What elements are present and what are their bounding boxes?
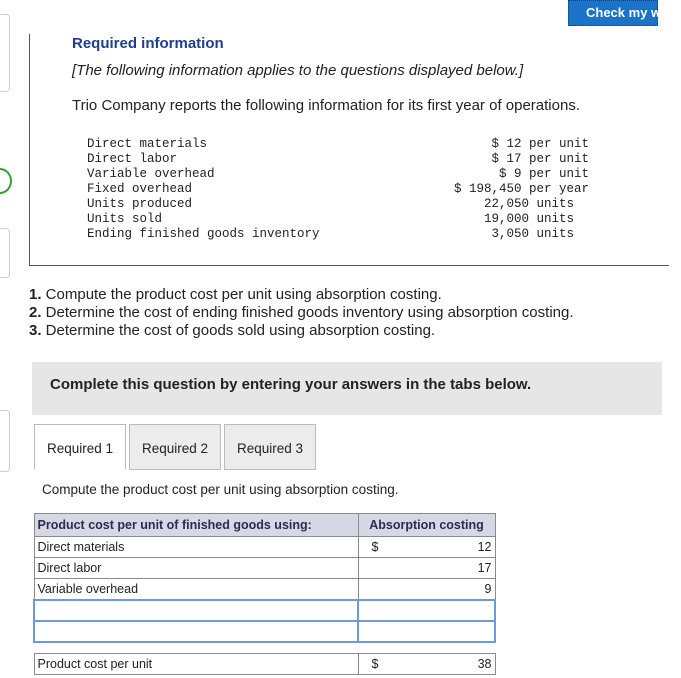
data-row: Units produced 22,050 units xyxy=(87,197,589,211)
answer-table xyxy=(33,513,496,675)
table-spacer xyxy=(34,642,495,654)
table-row xyxy=(34,600,495,621)
table-row xyxy=(34,537,495,558)
total-label: Product cost per unit xyxy=(34,654,358,675)
table-row xyxy=(34,579,495,600)
row-label-input[interactable]: Direct materials xyxy=(34,537,358,558)
data-row: Units sold 19,000 units xyxy=(87,212,589,226)
row-value-input[interactable]: $ 12 xyxy=(358,537,495,558)
data-row: Direct materials $ 12 per unit xyxy=(87,137,589,151)
tab-required-2[interactable]: Required 2 xyxy=(129,424,221,470)
data-row: Variable overhead $ 9 per unit xyxy=(87,167,589,181)
rail-tab[interactable] xyxy=(0,228,10,278)
row-label-input[interactable] xyxy=(34,621,358,642)
table-row xyxy=(34,621,495,642)
row-value-input[interactable] xyxy=(358,621,495,642)
company-data-table xyxy=(87,137,589,242)
row-value-input[interactable]: 9 xyxy=(358,579,495,600)
tab-required-1[interactable]: Required 1 xyxy=(34,424,126,470)
row-label-input[interactable]: Direct labor xyxy=(34,558,358,579)
total-row xyxy=(34,654,495,675)
tab-instruction: Compute the product cost per unit using absorption costing. xyxy=(42,482,399,497)
row-label-input[interactable]: Variable overhead xyxy=(34,579,358,600)
row-label-input[interactable] xyxy=(34,600,358,621)
table-header: Product cost per unit of finished goods using: Absorption costing xyxy=(34,514,495,537)
row-value-input[interactable] xyxy=(358,600,495,621)
data-row: Fixed overhead $ 198,450 per year xyxy=(87,182,589,196)
question-list xyxy=(29,286,574,340)
instruction-banner: Complete this question by entering your answers in the tabs below. xyxy=(32,362,662,415)
required-info-title: Required information xyxy=(72,35,224,52)
data-row: Direct labor $ 17 per unit xyxy=(87,152,589,166)
data-row: Ending finished goods inventory 3,050 units xyxy=(87,227,589,241)
rail-tab[interactable] xyxy=(0,410,10,472)
total-value: $ 38 xyxy=(358,654,495,675)
row-value-input[interactable]: 17 xyxy=(358,558,495,579)
left-rail xyxy=(0,0,10,678)
intro-text: Trio Company reports the following information for its first year of operations. xyxy=(72,97,580,114)
check-my-work-button[interactable]: Check my work xyxy=(568,0,658,26)
table-row xyxy=(34,558,495,579)
tab-required-3[interactable]: Required 3 xyxy=(224,424,316,470)
rail-tab[interactable] xyxy=(0,14,10,92)
required-info-subtitle: [The following information applies to the questions displayed below.] xyxy=(72,62,524,79)
question-item: 1. Compute the product cost per unit using absorption costing. xyxy=(29,286,442,303)
question-item: 3. Determine the cost of goods sold using absorption costing. xyxy=(29,322,436,339)
progress-circle-icon xyxy=(0,168,12,194)
question-item: 2. Determine the cost of ending finished goods inventory using absorption costing. xyxy=(29,304,574,321)
